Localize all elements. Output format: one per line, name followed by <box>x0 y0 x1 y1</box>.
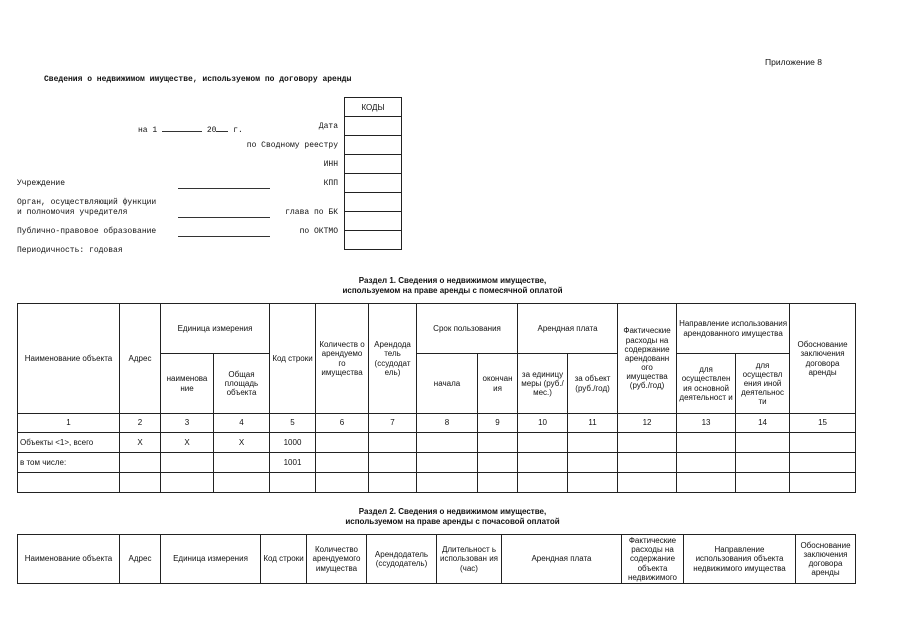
label-periodicity: Периодичность: годовая <box>17 246 123 255</box>
s1-r2-c13[interactable] <box>677 453 736 473</box>
s2-h-direction: Направление использования объекта недвижимого имущества <box>684 535 796 584</box>
s1-num-2: 2 <box>120 414 161 433</box>
s1-r2-c15[interactable] <box>790 453 856 473</box>
s1-num-5: 5 <box>270 414 316 433</box>
section2-title-line2: используемом на праве аренды с почасовой оплатой <box>345 517 560 527</box>
s1-h-dir-main: для осуществлен ия основной деятельност и <box>677 354 736 414</box>
label-municipality: Публично-правовое образование <box>17 227 157 236</box>
label-founder-1: Орган, осуществляющий функции <box>17 198 157 207</box>
s1-r1-c7[interactable] <box>369 433 417 453</box>
s1-num-10: 10 <box>518 414 568 433</box>
date-day-field[interactable] <box>162 122 202 132</box>
s1-r3-c10[interactable] <box>518 473 568 493</box>
s2-h-duration: Длительност ь использован ия (час) <box>437 535 502 584</box>
founder-field[interactable] <box>178 208 270 218</box>
label-date: Дата <box>318 122 338 131</box>
municipality-field[interactable] <box>178 227 270 237</box>
code-date-cell[interactable] <box>345 117 402 136</box>
s1-num-14: 14 <box>736 414 790 433</box>
s1-r2-area[interactable] <box>214 453 270 473</box>
code-inn-cell[interactable] <box>345 155 402 174</box>
s2-h-quantity: Количество арендуемого имущества <box>307 535 367 584</box>
s1-r1-address: X <box>120 433 161 453</box>
date-year-suffix: г. <box>233 126 243 135</box>
codes-box <box>344 97 402 250</box>
s1-num-7: 7 <box>369 414 417 433</box>
s1-h-direction: Направление использования арендованного имущества <box>677 304 790 354</box>
s2-h-address: Адрес <box>120 535 161 584</box>
s1-h-quantity: Количеств о арендуемо го имущества <box>316 304 369 414</box>
s1-r3-c1[interactable] <box>18 473 120 493</box>
s1-r3-c9[interactable] <box>478 473 518 493</box>
date-year-field[interactable] <box>216 122 228 132</box>
s1-h-term-end: окончан ия <box>478 354 518 414</box>
s1-r2-name: в том числе: <box>18 453 120 473</box>
section2-table <box>17 534 856 584</box>
s1-num-12: 12 <box>618 414 677 433</box>
s1-r3-c13[interactable] <box>677 473 736 493</box>
s1-h-unit-name: наименова ние <box>161 354 214 414</box>
s1-r2-c11[interactable] <box>568 453 618 473</box>
label-bk: глава по БК <box>285 208 338 217</box>
form-title: Сведения о недвижимом имуществе, используемом по договору аренды <box>44 75 352 84</box>
code-oktmo-cell[interactable] <box>345 212 402 231</box>
s1-h-unit-area: Общая площадь объекта <box>214 354 270 414</box>
s1-r3-c2[interactable] <box>120 473 161 493</box>
label-oktmo: по ОКТМО <box>299 227 338 236</box>
date-prefix: на 1 <box>138 126 158 135</box>
codes-header: КОДЫ <box>345 98 402 117</box>
s1-r2-c9[interactable] <box>478 453 518 473</box>
s1-r3-c7[interactable] <box>369 473 417 493</box>
s1-r3-c14[interactable] <box>736 473 790 493</box>
section1-title <box>0 276 905 297</box>
s1-h-term-start: начала <box>417 354 478 414</box>
s1-num-6: 6 <box>316 414 369 433</box>
s1-r3-c3[interactable] <box>161 473 214 493</box>
section1-title-line1: Раздел 1. Сведения о недвижимом имуществе, <box>358 276 547 285</box>
code-periodicity-cell[interactable] <box>345 231 402 250</box>
table-row <box>18 473 856 493</box>
s1-r3-c11[interactable] <box>568 473 618 493</box>
label-registry: по Сводному реестру <box>246 141 338 150</box>
s1-r1-name: Объекты <1>, всего <box>18 433 120 453</box>
s1-r2-c8[interactable] <box>417 453 478 473</box>
s1-r2-c10[interactable] <box>518 453 568 473</box>
table-row <box>18 453 856 473</box>
s2-h-basis: Обоснование заключения договора аренды <box>796 535 856 584</box>
s1-r3-c15[interactable] <box>790 473 856 493</box>
s2-h-unit: Единица измерения <box>161 535 261 584</box>
s1-r2-address[interactable] <box>120 453 161 473</box>
s1-r1-unit-name: X <box>161 433 214 453</box>
s2-h-actual: Фактические расходы на содержание объекта недвижимого <box>622 535 684 584</box>
s1-h-rent-unit: за единицу меры (руб./мес.) <box>518 354 568 414</box>
s1-r1-area: X <box>214 433 270 453</box>
s2-h-code: Код строки <box>261 535 307 584</box>
s1-num-9: 9 <box>478 414 518 433</box>
s1-h-term: Срок пользования <box>417 304 518 354</box>
s1-r1-c12[interactable] <box>618 433 677 453</box>
s1-r1-c15[interactable] <box>790 433 856 453</box>
label-inn: ИНН <box>323 160 338 169</box>
code-kpp-cell[interactable] <box>345 174 402 193</box>
s1-h-rent-object: за объект (руб./год) <box>568 354 618 414</box>
institution-field[interactable] <box>178 179 270 189</box>
s1-r1-code: 1000 <box>270 433 316 453</box>
s1-h-actual: Фактические расходы на содержание арендованн ого имущества (руб./год) <box>618 304 677 414</box>
s1-num-13: 13 <box>677 414 736 433</box>
section1-table <box>17 303 856 493</box>
s2-h-lessor: Арендодатель (ссудодатель) <box>367 535 437 584</box>
s1-r2-unit-name[interactable] <box>161 453 214 473</box>
section1-title-line2: используемом на праве аренды с помесячной оплатой <box>342 286 563 296</box>
s1-num-1: 1 <box>18 414 120 433</box>
s1-num-3: 3 <box>161 414 214 433</box>
s1-r1-c10[interactable] <box>518 433 568 453</box>
s1-h-name: Наименование объекта <box>18 304 120 414</box>
appendix-label: Приложение 8 <box>765 57 822 67</box>
s1-r2-c7[interactable] <box>369 453 417 473</box>
s1-h-rent: Арендная плата <box>518 304 618 354</box>
s1-r3-c5[interactable] <box>270 473 316 493</box>
s1-num-8: 8 <box>417 414 478 433</box>
s1-num-11: 11 <box>568 414 618 433</box>
s1-r2-c12[interactable] <box>618 453 677 473</box>
s1-r3-c6[interactable] <box>316 473 369 493</box>
s2-h-name: Наименование объекта <box>18 535 120 584</box>
s1-h-lessor: Арендода тель (ссудодат ель) <box>369 304 417 414</box>
section2-title-line1: Раздел 2. Сведения о недвижимом имуществе, <box>358 507 547 516</box>
section2-title <box>0 507 905 528</box>
s1-num-4: 4 <box>214 414 270 433</box>
label-institution: Учреждение <box>17 179 66 188</box>
s2-h-rent: Арендная плата <box>502 535 622 584</box>
s1-h-basis: Обоснование заключения договора аренды <box>790 304 856 414</box>
s1-h-unit: Единица измерения <box>161 304 270 354</box>
s1-r2-c14[interactable] <box>736 453 790 473</box>
code-registry-cell[interactable] <box>345 136 402 155</box>
s1-r1-c6[interactable] <box>316 433 369 453</box>
s1-r2-c6[interactable] <box>316 453 369 473</box>
s1-r3-c12[interactable] <box>618 473 677 493</box>
s1-r1-c14[interactable] <box>736 433 790 453</box>
code-bk-cell[interactable] <box>345 193 402 212</box>
date-line <box>138 122 243 135</box>
s1-h-dir-other: для осуществл ения иной деятельнос ти <box>736 354 790 414</box>
s1-r1-c8[interactable] <box>417 433 478 453</box>
label-founder-2: и полномочия учредителя <box>17 208 128 217</box>
table-row <box>18 433 856 453</box>
s1-h-code: Код строки <box>270 304 316 414</box>
date-year-prefix: 20 <box>206 126 217 135</box>
s1-r1-c9[interactable] <box>478 433 518 453</box>
s1-r3-c4[interactable] <box>214 473 270 493</box>
s1-h-address: Адрес <box>120 304 161 414</box>
label-kpp: КПП <box>323 179 338 188</box>
s1-r3-c8[interactable] <box>417 473 478 493</box>
s1-r2-code: 1001 <box>270 453 316 473</box>
s1-r1-c13[interactable] <box>677 433 736 453</box>
s1-num-15: 15 <box>790 414 856 433</box>
s1-r1-c11[interactable] <box>568 433 618 453</box>
